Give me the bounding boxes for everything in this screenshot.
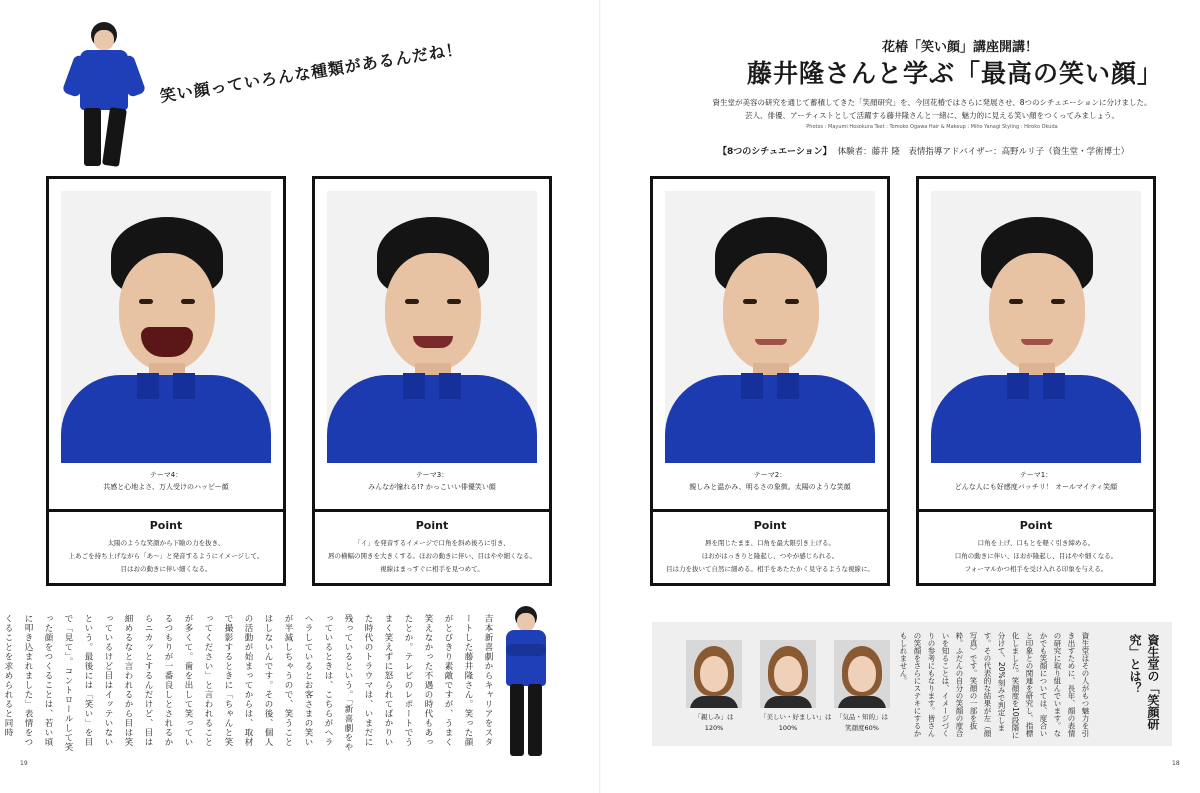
- point-line: 上あごを持ち上げながら「あ〜」と発音するようにイメージして。: [68, 552, 264, 560]
- theme-caption: [919, 469, 1153, 493]
- speech-bubble-text: 笑い顔っていろんな種類があるんだね！: [158, 39, 464, 106]
- caption-value: 100%: [778, 724, 798, 732]
- article-lead: [692, 96, 1172, 122]
- point-line: 目はおの動きに伴い細くなる。: [120, 565, 212, 573]
- caption-line: 「気品・知的」は: [836, 713, 888, 721]
- card-divider: [312, 509, 552, 512]
- portrait-photo-closed-smile: [665, 191, 875, 463]
- situation-line: [718, 144, 1129, 157]
- point-line: 目は力を抜いて自然に細める。相手をあたたかく見守るような視線に。: [666, 565, 874, 573]
- portrait-photo-laughing: [61, 191, 271, 463]
- standing-figure-bottom: [498, 604, 554, 764]
- portrait-photo-smile-teeth: [327, 191, 537, 463]
- theme-card-4: [46, 176, 286, 586]
- theme-title: 親しみと温かみ、明るさの象徴。太陽のような笑顔: [689, 483, 851, 491]
- theme-caption: [49, 469, 283, 493]
- caption-line: 「美しい・好ましい」は: [760, 713, 832, 721]
- theme-card-3: [312, 176, 552, 586]
- lead-line: 芸人、俳優、アーティストとして活躍する藤井隆さんと一緒に、魅力的に見える笑い顔をつくってみましょう。: [744, 111, 1120, 120]
- theme-title: どんな人にも好感度バッチリ！ オールマイティ笑顔: [954, 483, 1118, 491]
- article-title: 藤井隆さんと学ぶ「最高の笑い顔」: [746, 59, 1163, 88]
- point-line: ほおがはっきりと隆起し、つやが感じられる。: [701, 552, 839, 560]
- point-heading: Point: [753, 519, 787, 532]
- point-line: 口角を上げ、口もとを軽く引き締める。: [977, 539, 1095, 547]
- theme-label: テーマ3：: [415, 471, 449, 479]
- page-number: 18: [1172, 760, 1180, 767]
- theme-card-2: [650, 176, 890, 586]
- model-photo-3: [834, 640, 890, 734]
- theme-label: テーマ1：: [1019, 471, 1053, 479]
- point-description: [55, 537, 277, 576]
- model-caption: [686, 712, 742, 734]
- theme-caption: [315, 469, 549, 493]
- model-caption: [834, 712, 890, 734]
- point-heading: Point: [149, 519, 183, 532]
- point-heading: Point: [415, 519, 449, 532]
- point-line: 唇の横幅の開きを大きくする。ほおの動きに伴い、目はやや細くなる。: [328, 552, 536, 560]
- card-divider: [916, 509, 1156, 512]
- page-number: 19: [20, 760, 28, 767]
- model-photo-2: [760, 640, 832, 734]
- theme-title: みんなが憧れる!? かっこいい俳優笑い顔: [368, 483, 496, 491]
- smile-research-box: [652, 622, 1172, 746]
- photo-credit: Photos : Mayumi Hosokura Text : Tomoko Ogawa Hair & Makeup : Miho Yanagi Styling : Hiroko Okuda: [806, 124, 1058, 130]
- interview-body-text: 吉本新喜劇からキャリアをスタートした藤井隆さん。笑った顔がとびきり素敵ですが、うまく笑えなかった不遇の時代もあったとか。テレビのレポートでうまく笑えずに怒られてばかりいた時代のトラウマは、いまだに残っているという。「新喜劇をやっているときは、こちらがヘラヘラしているとお客さまの笑いが半減しちゃうので、笑うことはしないんです。その後、個人の活動が始まってからは、取材で撮影するときに「ちゃんと笑ってください」と言われることが多くて。歯を出して笑っているつもりが一番良しとされるからニカッとするんだけど、目は細めるなと言われるから目は笑っているけど目はイッテいないという。最後には「笑い」を目で「見て」。コントロールして笑った顔をつくることは、若い頃に叩き込まれました」表情をつくることを求められると同時: [3, 614, 493, 753]
- caption-value: 笑顔度60%: [845, 724, 879, 732]
- point-description: [321, 537, 543, 576]
- situation-info: 体験者：藤井 隆 表情指導アドバイザー：高野ルリ子（資生堂・学術博士）: [837, 147, 1130, 157]
- model-photo-1: [686, 640, 742, 734]
- point-line: 「イ」を発音するイメージで口角を斜め後ろに引き、: [354, 539, 510, 547]
- theme-title: 共感と心地よさ、万人受けのハッピー顔: [103, 483, 229, 491]
- article-kicker: 花椿「笑い顔」講座開講！: [881, 40, 1038, 55]
- point-line: 視線はまっすぐに相手を見つめて。: [380, 565, 484, 573]
- lead-line: 資生堂が美容の研究を通じて蓄積してきた「笑顔研究」を、今回花椿ではさらに発展させ、8つのシチュエーションに分けました。: [712, 98, 1152, 107]
- situation-label: 【8つのシチュエーション】: [718, 147, 832, 157]
- point-heading: Point: [1019, 519, 1053, 532]
- standing-figure-top: [64, 20, 144, 172]
- theme-caption: [653, 469, 887, 493]
- point-line: 口角の動きに伴い、ほおが隆起し、目はやや細くなる。: [954, 552, 1118, 560]
- right-page: [600, 0, 1200, 793]
- research-title: 資生堂の「笑顔研究」とは？: [1128, 634, 1160, 730]
- point-line: フォーマルかつ相手を受け入れる印象を与える。: [964, 565, 1108, 573]
- theme-label: テーマ2：: [753, 471, 787, 479]
- theme-label: テーマ4：: [149, 471, 183, 479]
- point-line: 唇を閉じたまま、口角を最大限引き上げる。: [705, 539, 835, 547]
- research-description: 資生堂はその人がもつ魅力を引き出すために、長年、顔の表情の研究に取り組んでいます。なかでも笑顔については、度合いと印象との関連を研究し、指標化しました。笑顔度を10段階に分けて、20%刻みで判定します。その代表的な結果が左（顔写真）です。笑顔の一部を抜粋。ふだんの自分の笑顔の度合いを知ることは、イメージづくりの参考にもなります。皆さんの笑顔をさらにステキにするかもしれません。: [899, 632, 1090, 740]
- theme-card-1: [916, 176, 1156, 586]
- caption-value: 120%: [704, 724, 724, 732]
- point-description: [659, 537, 881, 576]
- card-divider: [46, 509, 286, 512]
- card-divider: [650, 509, 890, 512]
- caption-line: 「親しみ」は: [694, 713, 734, 721]
- portrait-photo-subtle-smile: [931, 191, 1141, 463]
- point-line: 太陽のような笑顔から下瞼の力を抜き、: [107, 539, 225, 547]
- model-caption: [760, 712, 832, 734]
- point-description: [925, 537, 1147, 576]
